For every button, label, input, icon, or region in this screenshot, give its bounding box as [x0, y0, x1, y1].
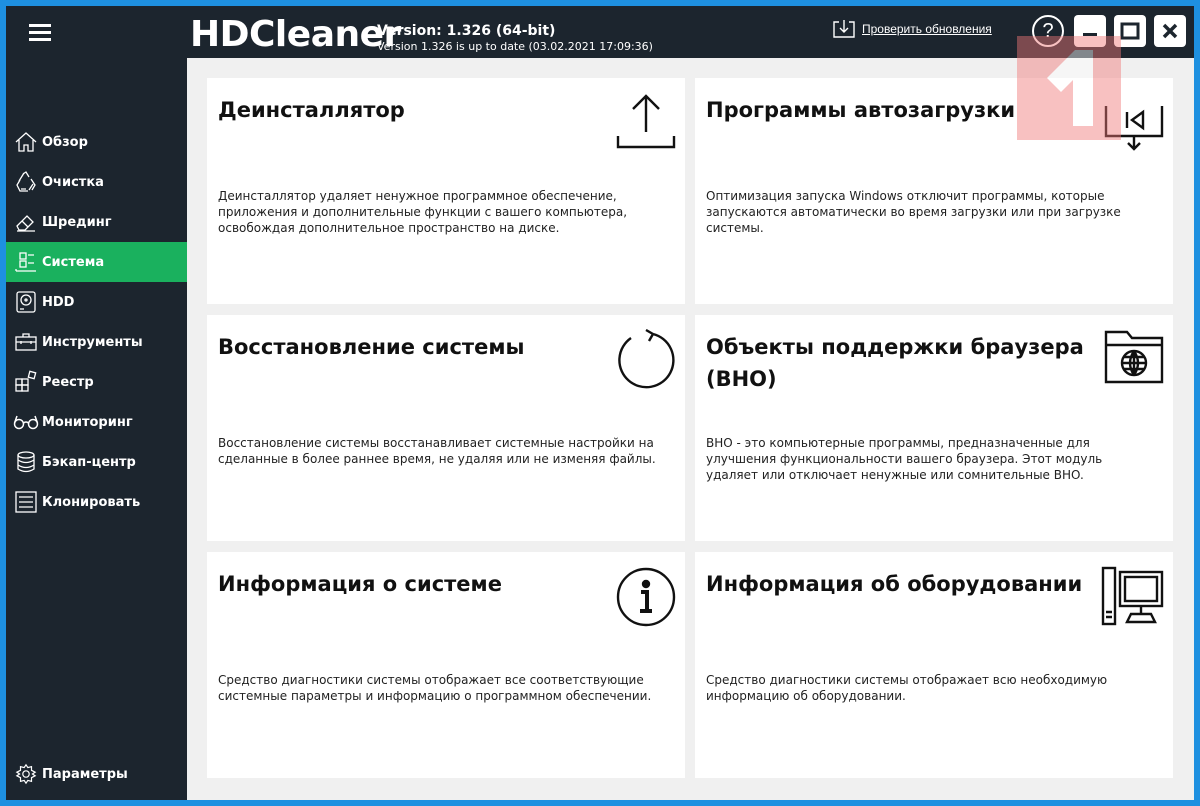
app-window	[6, 6, 1194, 800]
watermark-logo	[1017, 36, 1121, 145]
card-description: Оптимизация запуска Windows отключит программы, которые запускаются автоматически во время загрузки или при загрузке системы.	[706, 189, 1121, 235]
upload-icon	[615, 92, 677, 157]
menu-button[interactable]	[6, 6, 74, 58]
restore-icon	[615, 329, 677, 396]
sidebar-item-label: Обзор	[42, 134, 88, 150]
sidebar-item-label: Система	[42, 254, 105, 270]
glasses-icon	[9, 410, 42, 434]
check-updates-link[interactable]	[832, 18, 992, 40]
main-content	[187, 58, 1194, 800]
hamburger-icon	[29, 22, 51, 43]
sidebar-item-label: HDD	[42, 294, 75, 310]
card-description: Деинсталлятор удаляет ненужное программное обеспечение, приложения и дополнительные функции с вашего компьютера, освобождая дополнительное пространство на диске.	[218, 189, 628, 235]
card-description: Средство диагностики системы отображает все соответствующие системные параметры и информацию о программном обеспечении.	[218, 673, 652, 703]
browser-folder-icon	[1103, 329, 1165, 392]
card-title: Деинсталлятор	[218, 98, 405, 122]
sidebar-item-label: Инструменты	[42, 334, 143, 350]
card-description: BHO - это компьютерные программы, предназначенные для улучшения функциональности вашего браузера. Этот модуль удаляет или отключает ненужные или сомнительные BHO.	[706, 436, 1103, 482]
sidebar-item-label: Шрединг	[42, 214, 112, 230]
sidebar-item-clone[interactable]	[6, 482, 187, 522]
sidebar-item-shredding[interactable]	[6, 202, 187, 242]
version-status: Version 1.326 is up to date (03.02.2021 17:09:36)	[377, 40, 653, 53]
card-bho[interactable]	[695, 315, 1173, 541]
toolbox-icon	[9, 330, 42, 354]
gear-icon	[9, 763, 42, 785]
close-button[interactable]	[1154, 15, 1186, 47]
card-system-restore[interactable]	[207, 315, 685, 541]
system-icon	[9, 250, 42, 274]
eraser-icon	[9, 210, 42, 234]
sidebar-item-label: Клонировать	[42, 494, 141, 510]
recycle-icon	[9, 170, 42, 194]
card-description: Восстановление системы восстанавливает системные настройки на сделанные в более раннее время, не удаляя или не изменяя файлы.	[218, 436, 656, 466]
sidebar-item-hdd[interactable]	[6, 282, 187, 322]
sidebar-item-label: Очистка	[42, 174, 104, 190]
clone-icon	[9, 490, 42, 514]
sidebar-item-label: Мониторинг	[42, 414, 133, 430]
info-icon	[615, 566, 677, 633]
sidebar-item-backup[interactable]	[6, 442, 187, 482]
registry-icon	[9, 370, 42, 394]
card-system-info[interactable]	[207, 552, 685, 778]
sidebar-item-cleanup[interactable]	[6, 162, 187, 202]
sidebar-item-label: Реестр	[42, 374, 94, 390]
card-description: Средство диагностики системы отображает всю необходимую информацию об оборудовании.	[706, 673, 1108, 703]
card-title: Программы автозагрузки	[706, 98, 1016, 122]
download-update-icon	[832, 18, 856, 40]
card-hardware-info[interactable]	[695, 552, 1173, 778]
title-bar	[6, 6, 1194, 58]
computer-icon	[1101, 566, 1165, 633]
close-icon	[1161, 22, 1179, 40]
sidebar-item-label: Параметры	[42, 766, 128, 782]
sidebar	[6, 58, 187, 800]
app-title: HDCleaner	[190, 14, 401, 55]
sidebar-item-monitoring[interactable]	[6, 402, 187, 442]
maximize-icon	[1120, 22, 1140, 40]
sidebar-item-registry[interactable]	[6, 362, 187, 402]
card-title: Восстановление системы	[218, 335, 525, 359]
card-title: Информация об оборудовании	[706, 572, 1083, 596]
card-title: Информация о системе	[218, 572, 502, 596]
sidebar-item-system[interactable]	[6, 242, 187, 282]
sidebar-item-label: Бэкап-центр	[42, 454, 136, 470]
sidebar-item-tools[interactable]	[6, 322, 187, 362]
database-icon	[9, 450, 42, 474]
hdd-icon	[9, 290, 42, 314]
sidebar-item-settings[interactable]	[6, 754, 187, 794]
home-icon	[9, 130, 42, 154]
check-updates-label: Проверить обновления	[862, 22, 992, 36]
card-title: Объекты поддержки браузера (BHO)	[706, 335, 1084, 391]
version-label: Version: 1.326 (64-bit)	[377, 23, 556, 39]
sidebar-item-overview[interactable]	[6, 122, 187, 162]
card-uninstaller[interactable]	[207, 78, 685, 304]
help-button[interactable]: ?	[1032, 15, 1064, 47]
